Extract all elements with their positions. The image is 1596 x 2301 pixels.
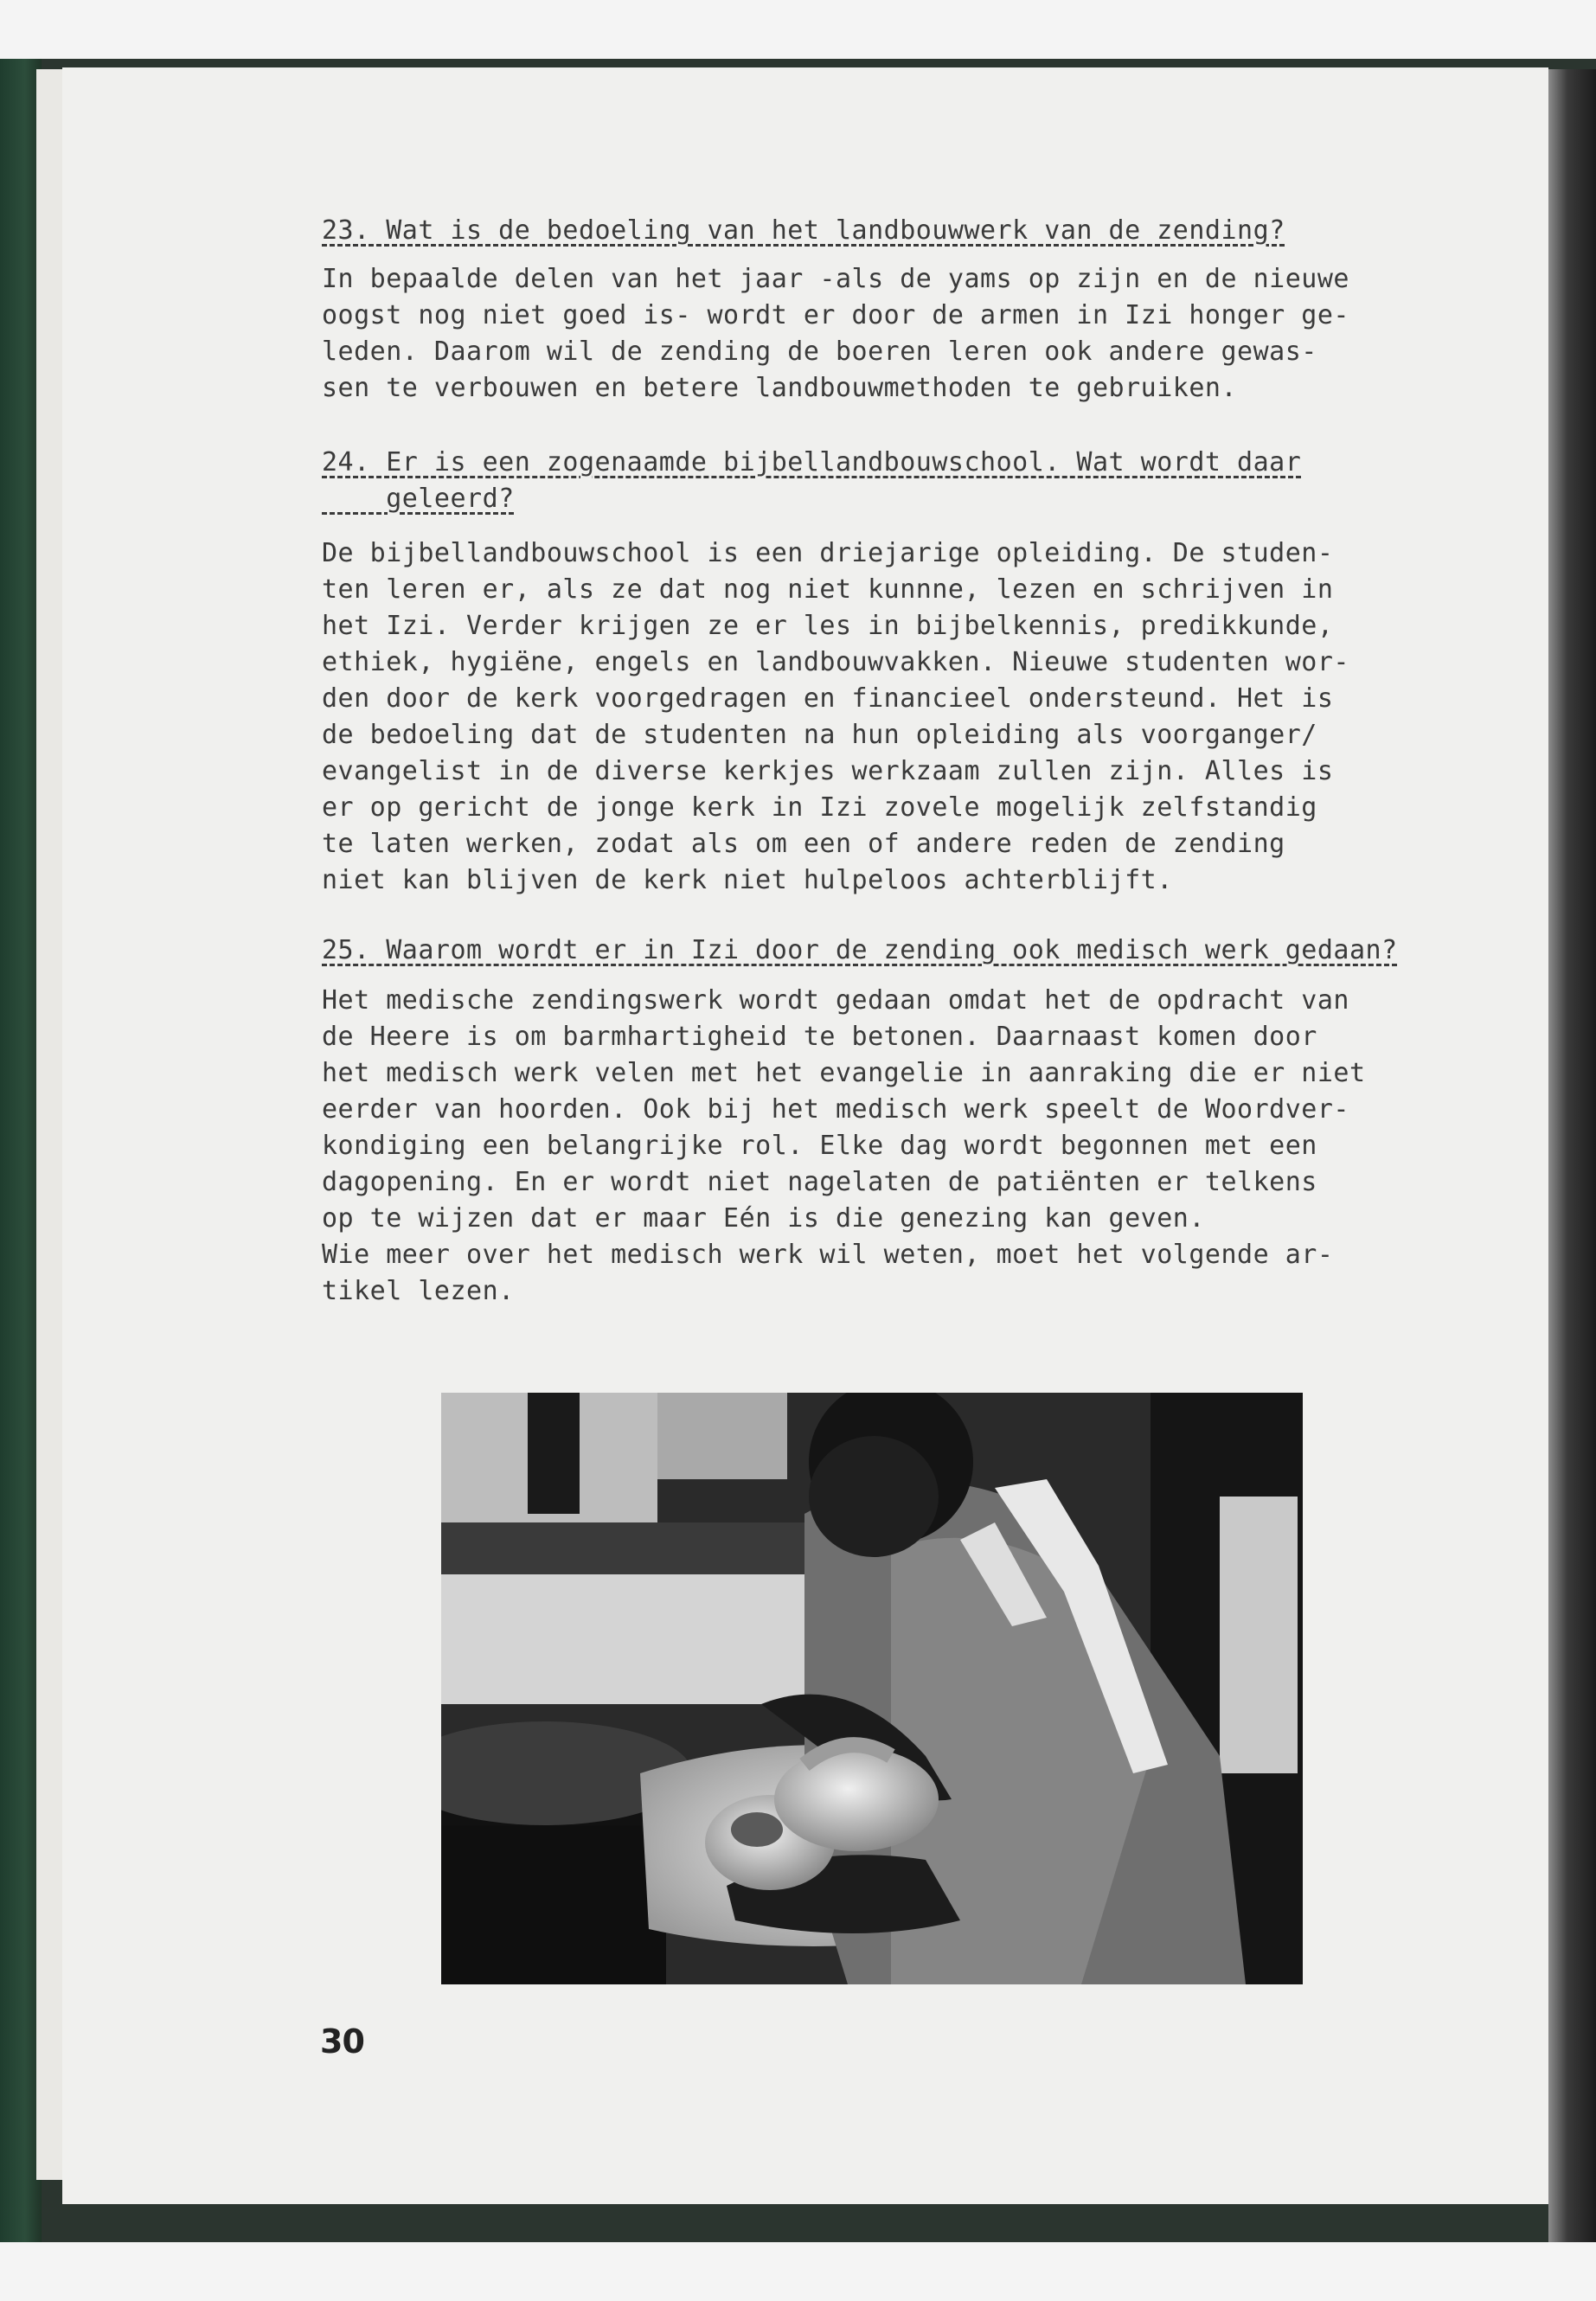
answer-24-line: ethiek, hygiëne, engels en landbouwvakken. Nieuwe studenten wor- xyxy=(322,647,1349,677)
answer-25-line: eerder van hoorden. Ook bij het medisch werk speelt de Woordver- xyxy=(322,1094,1349,1125)
answer-24-line: de bedoeling dat de studenten na hun opleiding als voorganger/ xyxy=(322,720,1317,750)
answer-23-line: sen te verbouwen en betere landbouwmethoden te gebruiken. xyxy=(322,373,1238,403)
answer-25-line: de Heere is om barmhartigheid te betonen. Daarnaast komen door xyxy=(322,1022,1317,1052)
answer-24-line: niet kan blijven de kerk niet hulpeloos achterblijft. xyxy=(322,865,1173,895)
answer-25-text xyxy=(322,983,1516,1310)
answer-25-line: dagopening. En er wordt niet nagelaten de patiënten er telkens xyxy=(322,1167,1317,1197)
answer-24-line: De bijbellandbouwschool is een driejarige opleiding. De studen- xyxy=(322,538,1334,568)
answer-25-line: Wie meer over het medisch werk wil weten, moet het volgende ar- xyxy=(322,1240,1334,1270)
book-spine xyxy=(0,59,42,2242)
answer-24-line: ten leren er, als ze dat nog niet kunnne, lezen en schrijven in xyxy=(322,574,1334,605)
answer-24-line: te laten werken, zodat als om een of andere reden de zending xyxy=(322,829,1285,859)
answer-24-line: evangelist in de diverse kerkjes werkzaam zullen zijn. Alles is xyxy=(322,756,1334,786)
question-23-heading: 23. Wat is de bedoeling van het landbouwwerk van de zending? xyxy=(322,215,1285,246)
answer-23-text xyxy=(322,261,1516,407)
answer-24-line: den door de kerk voorgedragen en financieel ondersteund. Het is xyxy=(322,683,1334,714)
page-number: 30 xyxy=(320,2022,364,2061)
answer-23-line: In bepaalde delen van het jaar -als de yams op zijn en de nieuwe xyxy=(322,264,1349,294)
question-24-heading: 24. Er is een zogenaamde bijbellandbouwschool. Wat wordt daar xyxy=(322,447,1302,478)
answer-25-line: kondiging een belangrijke rol. Elke dag wordt begonnen met een xyxy=(322,1131,1317,1161)
answer-25-line: Het medische zendingswerk wordt gedaan omdat het de opdracht van xyxy=(322,985,1349,1016)
scan-top-margin xyxy=(0,0,1596,59)
answer-25-line: tikel lezen. xyxy=(322,1276,515,1306)
answer-24-text xyxy=(322,535,1516,899)
photo-nurse-with-newborn xyxy=(441,1393,1303,1984)
answer-25-line: het medisch werk velen met het evangelie in aanraking die er niet xyxy=(322,1058,1366,1088)
answer-24-line: er op gericht de jonge kerk in Izi zovele mogelijk zelfstandig xyxy=(322,792,1317,823)
photo-illustration xyxy=(441,1393,1303,1984)
answer-23-line: leden. Daarom wil de zending de boeren leren ook andere gewas- xyxy=(322,336,1317,367)
answer-23-line: oogst nog niet goed is- wordt er door de armen in Izi honger ge- xyxy=(322,300,1349,330)
scan-bottom-margin xyxy=(0,2242,1596,2301)
answer-24-line: het Izi. Verder krijgen ze er les in bijbelkennis, predikkunde, xyxy=(322,611,1334,641)
question-25-heading: 25. Waarom wordt er in Izi door de zending ook medisch werk gedaan? xyxy=(322,935,1398,965)
page-edge-shadow xyxy=(1548,69,1596,2242)
question-24-heading-continued: geleerd? xyxy=(322,484,515,514)
answer-25-line: op te wijzen dat er maar Eén is die genezing kan geven. xyxy=(322,1203,1205,1234)
